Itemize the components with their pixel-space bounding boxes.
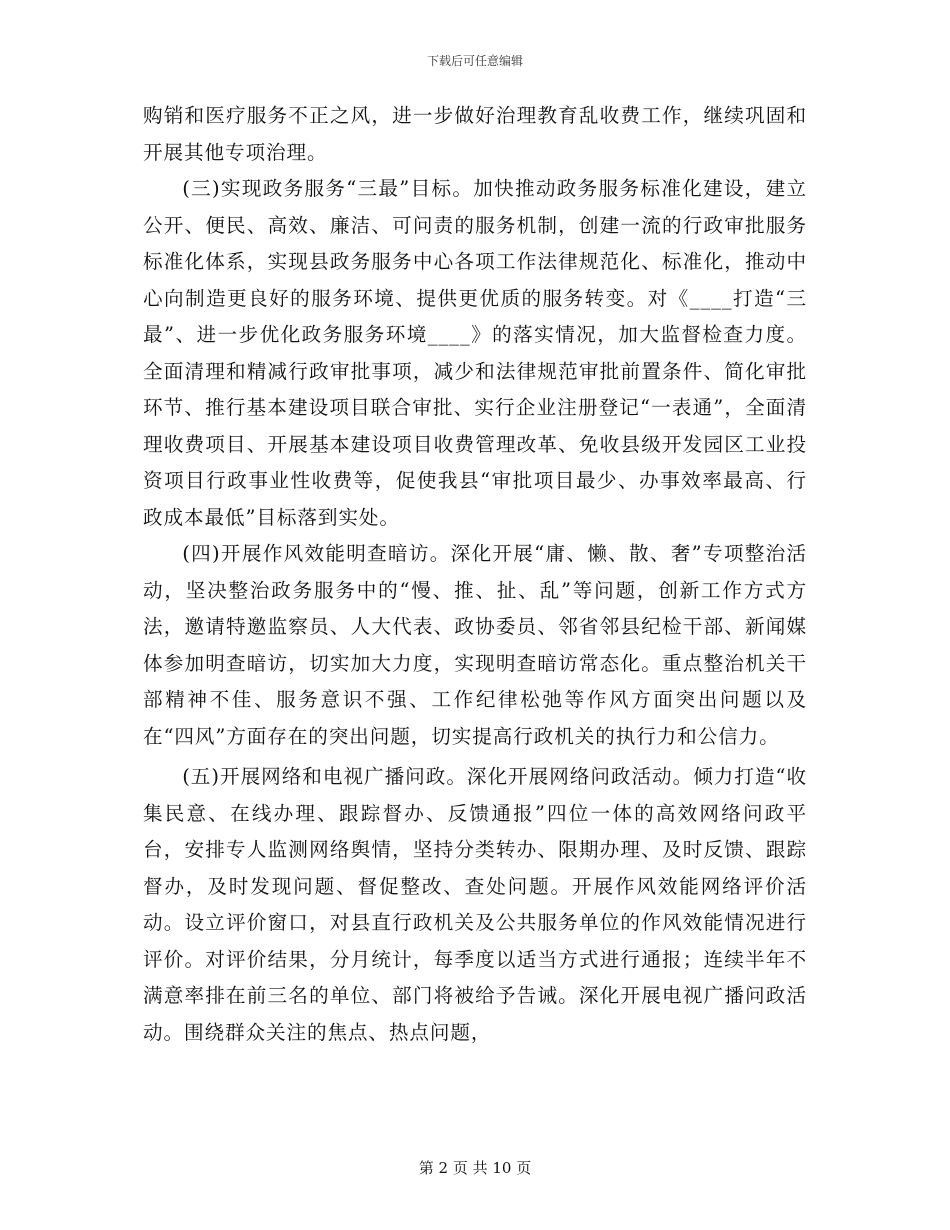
page-number-footer: 第 2 页 共 10 页: [418, 1159, 532, 1177]
paragraph-section-4: (四)开展作风效能明查暗访。深化开展“庸、懒、散、奢”专项整治活动，坚决整治政务服务中的“慢、推、扯、乱”等问题，创新工作方式方法，邀请特邀监察员、人大代表、政协委员、邻省邻县纪检干部、新闻媒体参加明查暗访，切实加大力度，实现明查暗访常态化。重点整治机关干部精神不佳、服务意识不强、工作纪律松弛等作风方面突出问题以及在“四风”方面存在的突出问题，切实提高行政机关的执行力和公信力。: [143, 542, 807, 748]
paragraph-continuation: 购销和医疗服务不正之风，进一步做好治理教育乱收费工作，继续巩固和开展其他专项治理。: [143, 104, 807, 164]
paragraph-section-3: (三)实现政务服务“三最”目标。加快推动政务服务标准化建设，建立公开、便民、高效、廉洁、可问责的服务机制，创建一流的行政审批服务标准化体系，实现县政务服务中心各项工作法律规范化、标准化，推动中心向制造更良好的服务环境、提供更优质的服务转变。对《____打造“三最”、进一步优化政务服务环境____》的落实情况，加大监督检查力度。全面清理和精减行政审批事项，减少和法律规范审批前置条件、简化审批环节、推行基本建设项目联合审批、实行企业注册登记“一表通”，全面清理收费项目、开展基本建设项目收费管理改革、免收县级开发园区工业投资项目行政事业性收费等，促使我县“审批项目最少、办事效率最高、行政成本最低”目标落到实处。: [143, 177, 807, 529]
page-header: 下载后可任意编辑: [426, 54, 523, 68]
document-body: [143, 98, 807, 1051]
paragraph-section-5: (五)开展网络和电视广播问政。深化开展网络问政活动。倾力打造“收集民意、在线办理、跟踪督办、反馈通报”四位一体的高效网络问政平台，安排专人监测网络舆情，坚持分类转办、限期办理、及时反馈、跟踪督办，及时发现问题、督促整改、查处问题。开展作风效能网络评价活动。设立评价窗口，对县直行政机关及公共服务单位的作风效能情况进行评价。对评价结果，分月统计，每季度以适当方式进行通报；连续半年不满意率排在前三名的单位、部门将被给予告诫。深化开展电视广播问政活动。围绕群众关注的焦点、热点问题，: [143, 765, 807, 1044]
